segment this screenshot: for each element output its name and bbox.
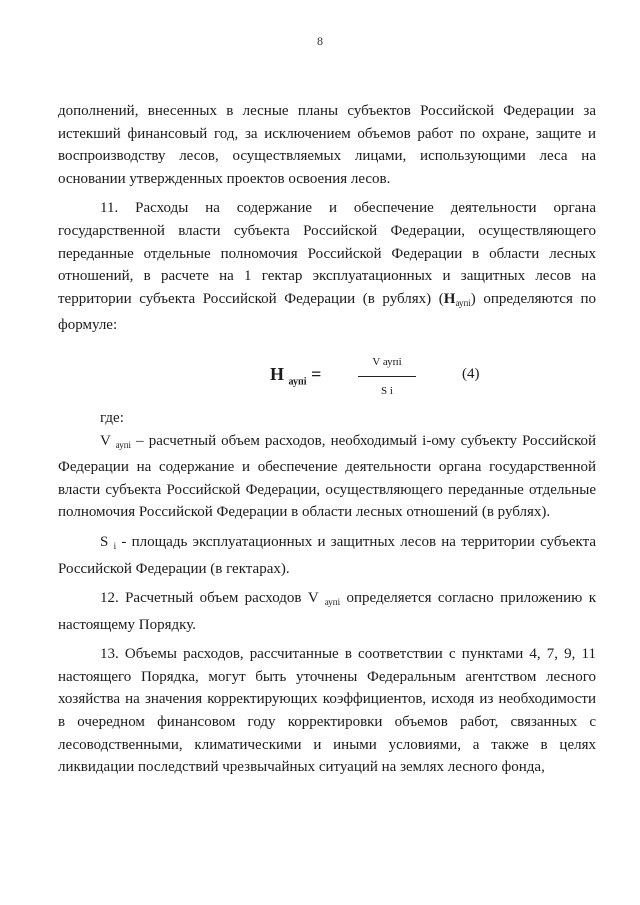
- formula-fraction: [358, 351, 416, 402]
- paragraph-12: [58, 587, 596, 636]
- formula-number: (4): [462, 365, 480, 382]
- paragraph-11-tail: ) определяются по формуле:: [58, 290, 596, 334]
- document-body: [58, 100, 596, 779]
- page-number: 8: [317, 34, 323, 48]
- paragraph-12-a: 12. Расчетный объем расходов V: [100, 590, 319, 607]
- paragraph-11-symbol-sub: аупi: [455, 297, 471, 308]
- definition-s-symbol: S: [100, 533, 109, 550]
- where-label: где:: [100, 409, 124, 426]
- formula-lhs-symbol: Н: [270, 363, 285, 384]
- formula-numerator: V аупi: [358, 351, 416, 377]
- formula-4: [58, 345, 596, 405]
- definition-s-text: - площадь эксплуатационных и защитных лесов на территории субъекта Российской Федерации (в гектарах).: [58, 533, 597, 577]
- definition-s: [58, 531, 596, 580]
- paragraph-12-b: определяется согласно приложению к настоящему Порядку.: [58, 590, 596, 633]
- paragraph-11-symbol: Н: [443, 290, 456, 307]
- paragraph-12-sub: аупi: [324, 597, 341, 608]
- paragraph-intro: дополнений, внесенных в лесные планы субъектов Российской Федерации за истекший финансовый год, за исключением объемов работ по охране, защите и воспроизводству лесов, осуществляемых лицами, использующими леса на основании утвержденных проектов освоения лесов.: [58, 103, 596, 187]
- definition-v: [58, 430, 596, 524]
- formula-equals: =: [311, 363, 322, 384]
- paragraph-13: 13. Объемы расходов, рассчитанные в соответствии с пунктами 4, 7, 9, 11 настоящего Порядка, могут быть уточнены Федеральным агентством лесного хозяйства на значения корректирующих коэффициентов, исходя из необходимости в очередном финансовом году корректировки объемов работ, связанных с лесоводственными, климатическими и иными условиями, а также в целях ликвидации последствий чрезвычайных ситуаций на землях лесного фонда,: [58, 646, 596, 776]
- definition-s-sub: i: [113, 540, 117, 551]
- definition-v-text: – расчетный объем расходов, необходимый i-ому субъекту Российской Федерации на содержание и обеспечение деятельности органа государственной власти субъекта Российской Федерации, осуществляющего переданные отдельные полномочия Российской Федерации в области лесных отношений (в рублях).: [58, 432, 597, 521]
- formula-lhs: [270, 363, 321, 394]
- definition-v-symbol: V: [100, 432, 111, 449]
- paragraph-11: [58, 197, 596, 337]
- definition-v-sub: аупi: [115, 439, 132, 450]
- formula-lhs-sub: аупi: [288, 376, 307, 388]
- formula-denominator: S i: [381, 384, 393, 397]
- paragraph-11-text: 11. Расходы на содержание и обеспечение деятельности органа государственной власти субъекта Российской Федерации, осуществляющего переданные отдельные полномочия Российской Федерации в области лесных отношений, в расчете на 1 гектар эксплуатационных и защитных лесов на территории субъекта Российской Федерации (в рублях) (: [58, 200, 596, 307]
